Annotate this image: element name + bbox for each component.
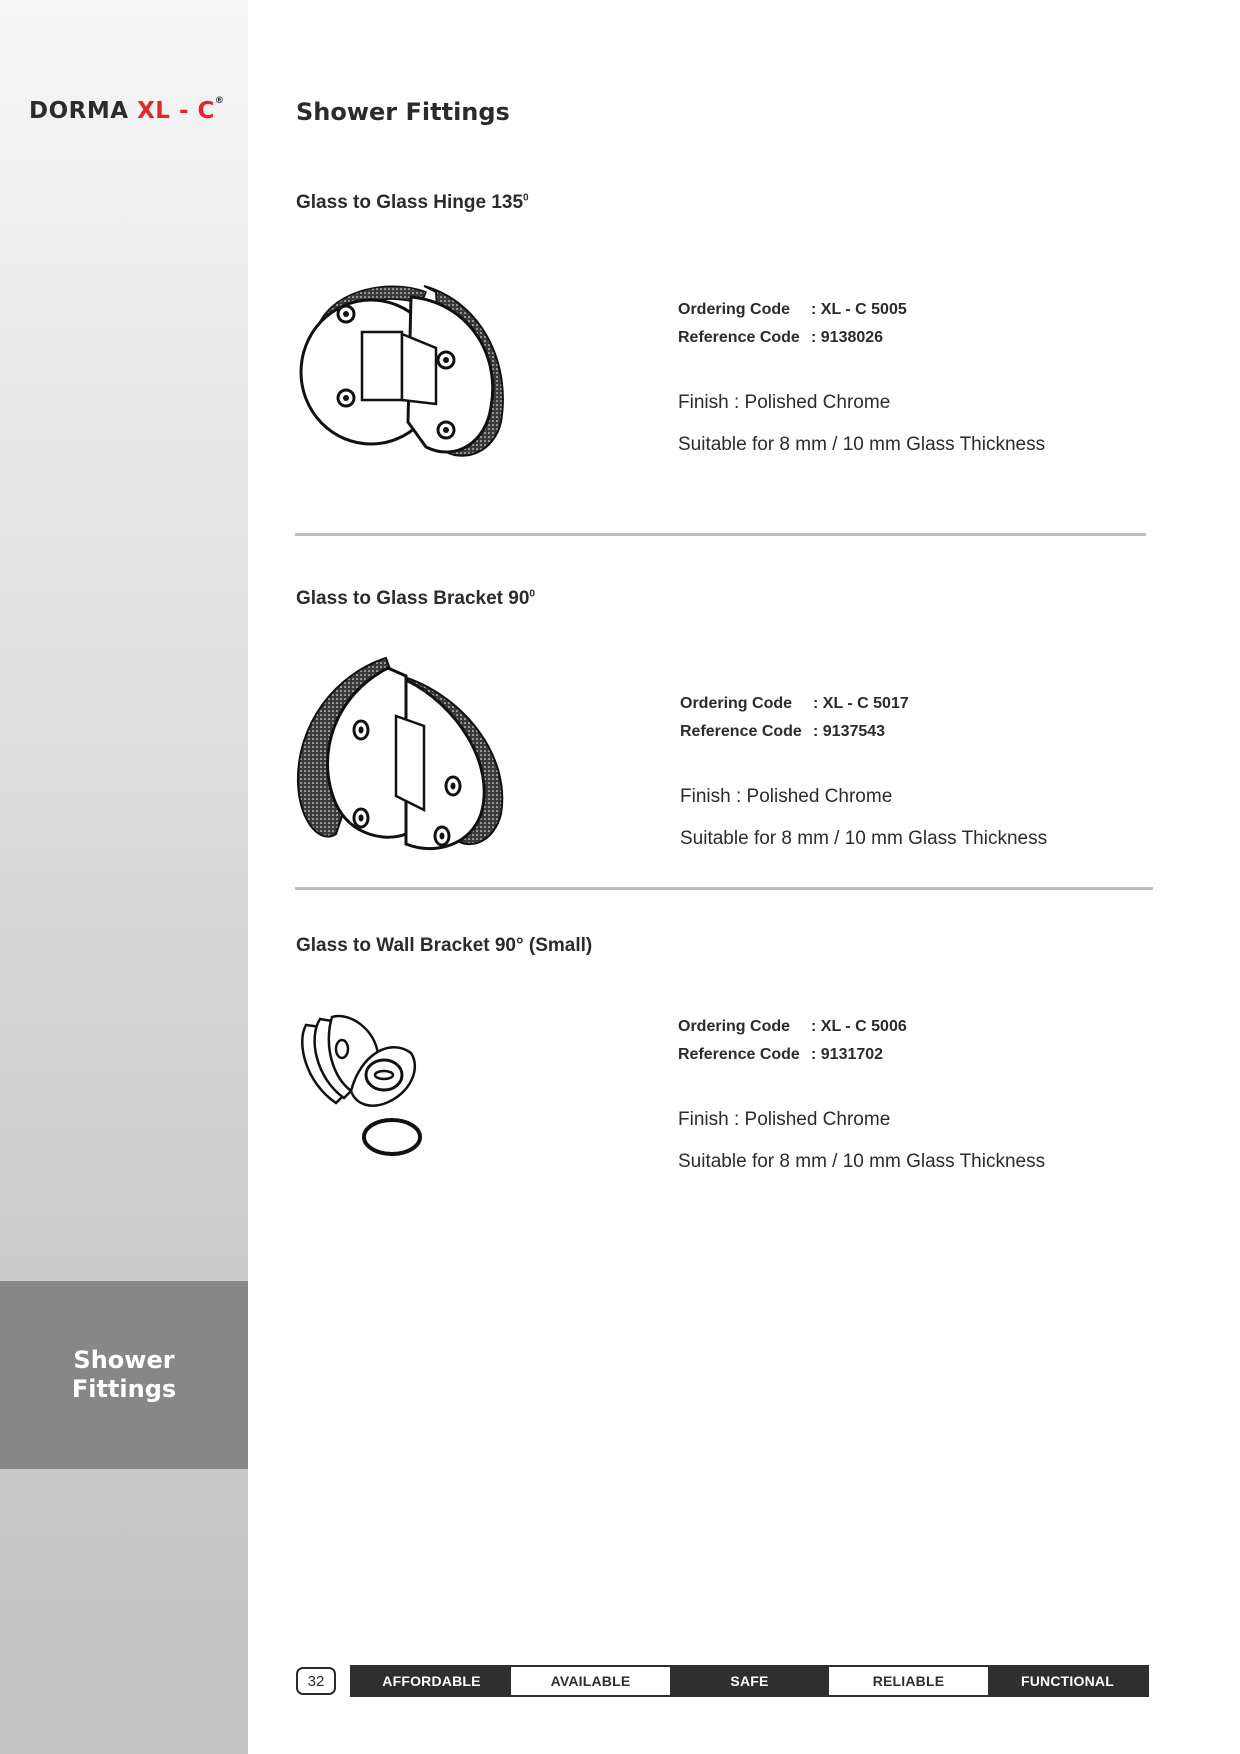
product-name: Glass to Glass Hinge $135^0$	[296, 192, 529, 213]
tag-functional: FUNCTIONAL	[988, 1667, 1147, 1695]
brand-model: XL - C	[137, 98, 215, 124]
finish-text: Finish : Polished Chrome	[678, 1109, 891, 1130]
tag-reliable: RELIABLE	[829, 1667, 988, 1695]
divider	[295, 533, 1146, 536]
ordering-code-row	[678, 296, 1045, 324]
brand-logo	[29, 98, 224, 124]
reference-code-label: Reference Code	[680, 723, 802, 740]
tag-available: AVAILABLE	[511, 1667, 670, 1695]
brand-name: DORMA	[29, 98, 129, 124]
footer	[296, 1665, 1149, 1697]
reference-code-row	[678, 1041, 1045, 1069]
finish-text: Finish : Polished Chrome	[678, 392, 891, 413]
ordering-code-value: : XL - C 5006	[811, 1018, 907, 1035]
product-hinge-135	[296, 192, 1156, 472]
wall-bracket-illustration	[296, 1013, 436, 1168]
product-specs	[678, 1013, 1045, 1183]
feature-tags	[350, 1665, 1149, 1697]
reference-code-label: Reference Code	[678, 1046, 800, 1063]
glass-thickness-text: Suitable for 8 mm / 10 mm Glass Thickness	[678, 434, 1046, 455]
bracket-90-illustration	[296, 654, 516, 863]
reference-code-row	[678, 324, 1045, 352]
reference-code-value: : 9137543	[813, 723, 886, 740]
product-specs	[680, 690, 1047, 860]
reference-code-value: : 9131702	[811, 1046, 884, 1063]
reference-code-value: : 9138026	[811, 329, 884, 346]
product-name: Glass to Glass Bracket $90^0$	[296, 588, 535, 609]
section-tab	[0, 1281, 248, 1469]
registered-mark: ®	[214, 96, 225, 106]
page-title: Shower Fittings	[296, 98, 510, 126]
divider	[295, 887, 1153, 890]
tag-affordable: AFFORDABLE	[352, 1667, 511, 1695]
glass-thickness-text: Suitable for 8 mm / 10 mm Glass Thickness	[678, 1151, 1046, 1172]
reference-code-row	[680, 718, 1047, 746]
tag-safe: SAFE	[670, 1667, 829, 1695]
page-number: 32	[296, 1667, 336, 1695]
finish-text: Finish : Polished Chrome	[680, 786, 893, 807]
ordering-code-value: : XL - C 5017	[813, 695, 909, 712]
product-bracket-90	[296, 588, 1156, 868]
product-name: Glass to Wall Bracket 90° (Small)	[296, 935, 593, 956]
glass-thickness-text: Suitable for 8 mm / 10 mm Glass Thickness	[680, 828, 1048, 849]
reference-code-label: Reference Code	[678, 329, 800, 346]
ordering-code-row	[678, 1013, 1045, 1041]
section-tab-label: Shower Fittings	[71, 1346, 177, 1403]
ordering-code-label: Ordering Code	[678, 301, 791, 318]
hinge-135-illustration	[296, 272, 516, 473]
ordering-code-row	[680, 690, 1047, 718]
product-wall-bracket-small	[296, 935, 1156, 1195]
ordering-code-label: Ordering Code	[678, 1018, 791, 1035]
sidebar	[0, 0, 248, 1754]
product-specs	[678, 296, 1045, 466]
ordering-code-value: : XL - C 5005	[811, 301, 907, 318]
ordering-code-label: Ordering Code	[680, 695, 793, 712]
